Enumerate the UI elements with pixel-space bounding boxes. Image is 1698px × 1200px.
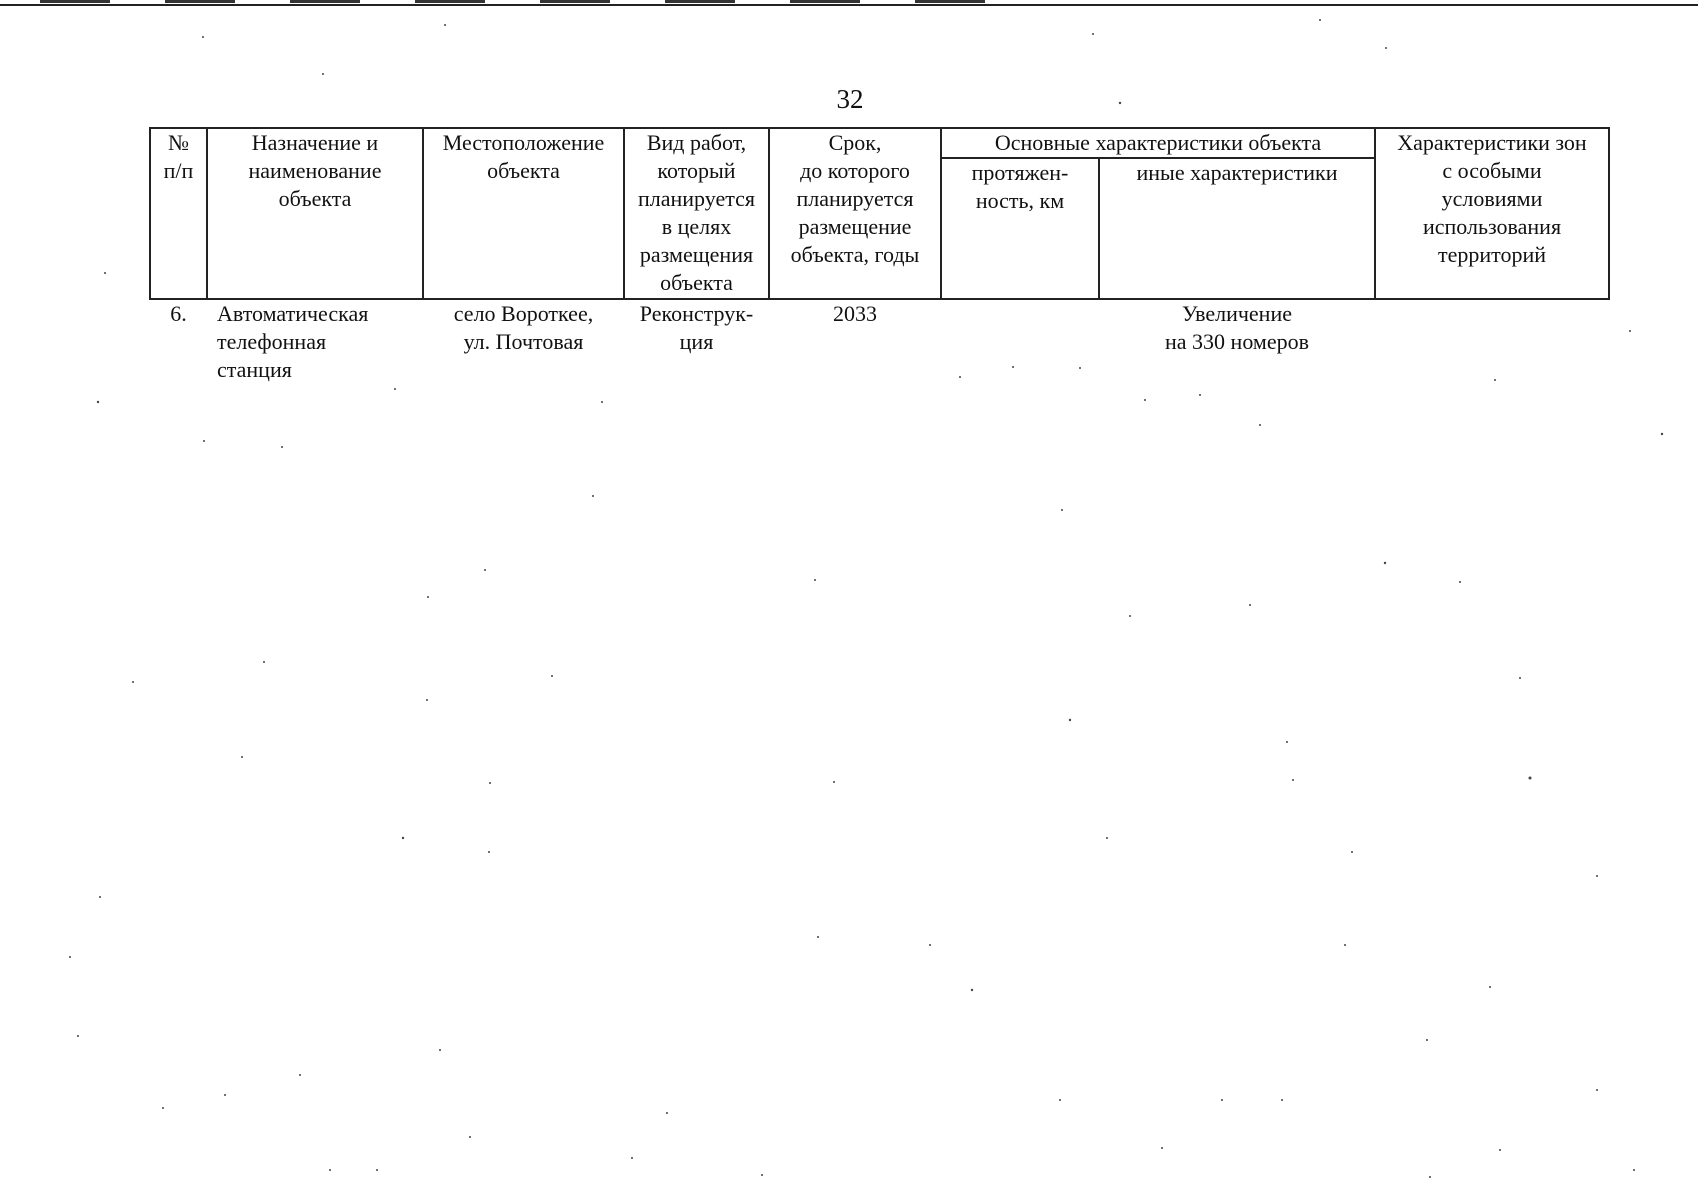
table-header-row (150, 128, 1609, 158)
header-name: Назначение и наименование объекта (207, 128, 423, 299)
row-name: Автоматическая телефонная станция (217, 301, 369, 382)
row-length (941, 299, 1099, 384)
header-term: Срок, до которого планируется размещение объекта, годы (769, 128, 941, 299)
header-num: № п/п (150, 128, 207, 299)
row-location: село Вороткее, ул. Почтовая (453, 301, 594, 354)
header-work-type: Вид работ, который планируется в целях размещения объекта (624, 128, 769, 299)
header-other-characteristics: иные характеристики (1099, 158, 1375, 299)
header-main-characteristics: Основные характеристики объекта (941, 128, 1375, 158)
header-location: Местоположение объекта (423, 128, 624, 299)
top-scan-marks (40, 0, 1020, 3)
row-work-type: Реконструк- ция (639, 301, 754, 354)
header-length: протяжен- ность, км (941, 158, 1099, 299)
header-zones: Характеристики зон с особыми условиями использования территорий (1375, 128, 1609, 299)
row-num: 6. (170, 301, 187, 326)
row-zones (1375, 299, 1609, 384)
row-other-characteristics: Увеличение на 330 номеров (1165, 301, 1309, 354)
table-row (150, 299, 1609, 384)
row-term: 2033 (833, 301, 877, 326)
page-number: 32 (836, 84, 864, 114)
top-border-line (0, 4, 1698, 6)
objects-table (149, 127, 1610, 384)
